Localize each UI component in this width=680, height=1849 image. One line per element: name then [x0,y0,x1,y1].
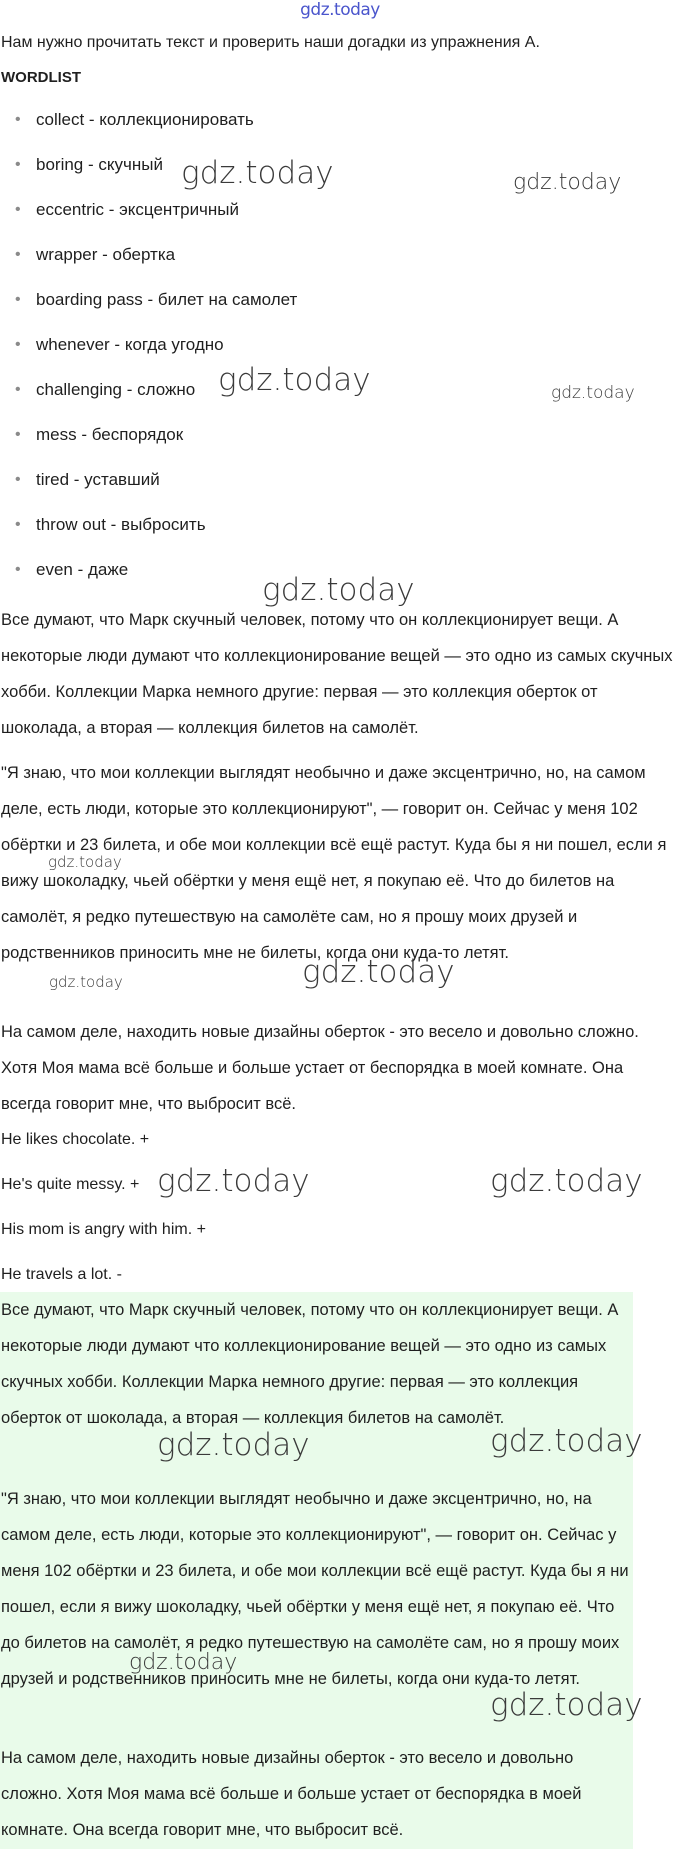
wordlist-item-text: challenging - сложно [36,380,196,399]
bullet-icon: • [15,471,21,488]
statement-item: He likes chocolate. + [1,1131,150,1148]
bullet-icon: • [15,111,21,128]
bullet-icon: • [15,381,21,398]
watermark: gdz.today [49,973,123,991]
wordlist-item-text: even - даже [36,560,129,579]
wordlist-item [0,558,297,603]
text-paragraph-2: "Я знаю, что мои коллекции выглядят необычно и даже эксцентрично, но, на самом деле, есть люди, которые это коллекционируют", — говорит он. Сейчас у меня 102 обёртки и 23 билета, и обе мои коллекции всё ещё растут. Куда бы я ни пошел, если я вижу шоколадку, чьей обёртки у меня ещё нет, я покупаю её. Что до билетов на самолёт, я редко путешествую на самолёте сам, но я прошу моих друзей и родственников приносить мне не билеты, когда они куда-то летят. [1,764,667,962]
bullet-icon: • [15,561,21,578]
wordlist-item-text: whenever - когда угодно [36,335,224,354]
bullet-icon: • [15,246,21,263]
bullet-icon: • [15,336,21,353]
watermark: gdz.today [490,1687,643,1723]
wordlist-item-text: tired - уставший [36,470,160,489]
site-logo-watermark: gdz.today [300,0,380,20]
watermark: gdz.today [490,1163,643,1199]
wordlist-item-text: boring - скучный [36,155,163,174]
statement-item: His mom is angry with him. + [1,1221,206,1238]
statement-item: He travels a lot. - [1,1266,122,1283]
wordlist-item-text: boarding pass - билет на самолет [36,290,298,309]
bullet-icon: • [15,201,21,218]
wordlist-item-text: collect - коллекционировать [36,110,254,129]
watermark: gdz.today [551,383,635,403]
bullet-icon: • [15,516,21,533]
bullet-icon: • [15,426,21,443]
wordlist-item [0,243,297,288]
wordlist-title: WORDLIST [1,69,81,86]
answer-paragraph-2: "Я знаю, что мои коллекции выглядят необычно и даже эксцентрично, но, на самом деле, есть люди, которые это коллекционируют", — говорит он. Сейчас у меня 102 обёртки и 23 билета, и обе мои коллекции всё ещё растут. Куда бы я ни пошел, если я вижу шоколадку, чьей обёртки у меня ещё нет, я покупаю её. Что до билетов на самолёт, я редко путешествую на самолёте сам, но я прошу моих друзей и родственников приносить мне не билеты, когда они куда-то летят. [1,1490,629,1688]
bullet-icon: • [15,291,21,308]
wordlist-item-text: mess - беспорядок [36,425,184,444]
text-paragraph-1: Все думают, что Марк скучный человек, потому что он коллекционирует вещи. А некоторые люди думают что коллекционирование вещей — это одно из самых скучных хобби. Коллекции Марка немного другие: первая — это коллекция оберток от шоколада, а вторая — коллекция билетов на самолёт. [1,611,673,737]
wordlist-item-text: throw out - выбросить [36,515,206,534]
watermark: gdz.today [157,1163,310,1199]
wordlist-item [0,423,297,468]
wordlist-item [0,108,297,153]
statement-item: He's quite messy. + [1,1176,140,1193]
watermark: gdz.today [513,170,622,195]
text-paragraph-3: На самом деле, находить новые дизайны оберток - это весело и довольно сложно. Хотя Моя мама всё больше и больше устает от беспорядка в моей комнате. Она всегда говорит мне, что выбросит всё. [1,1023,639,1113]
wordlist-item [0,288,297,333]
wordlist-item [0,198,297,243]
wordlist-item [0,468,297,513]
watermark: gdz.today [490,1423,643,1459]
answer-paragraph-1: Все думают, что Марк скучный человек, потому что он коллекционирует вещи. А некоторые люди думают что коллекционирование вещей — это одно из самых скучных хобби. Коллекции Марка немного другие: первая — это коллекция оберток от шоколада, а вторая — коллекция билетов на самолёт. [1,1301,619,1427]
intro-text: Нам нужно прочитать текст и проверить наши догадки из упражнения А. [1,34,540,51]
wordlist-item-text: wrapper - обертка [36,245,176,264]
watermark: gdz.today [262,572,415,608]
bullet-icon: • [15,156,21,173]
wordlist-item-text: eccentric - эксцентричный [36,200,240,219]
watermark: gdz.today [157,1427,310,1463]
watermark: gdz.today [129,1650,238,1675]
watermark: gdz.today [48,853,122,871]
wordlist-item [0,513,297,558]
watermark: gdz.today [218,362,371,398]
answer-paragraph-3: На самом деле, находить новые дизайны оберток - это весело и довольно сложно. Хотя Моя мама всё больше и больше устает от беспорядка в моей комнате. Она всегда говорит мне, что выбросит всё. [1,1749,582,1839]
watermark: gdz.today [302,954,455,990]
watermark: gdz.today [181,155,334,191]
